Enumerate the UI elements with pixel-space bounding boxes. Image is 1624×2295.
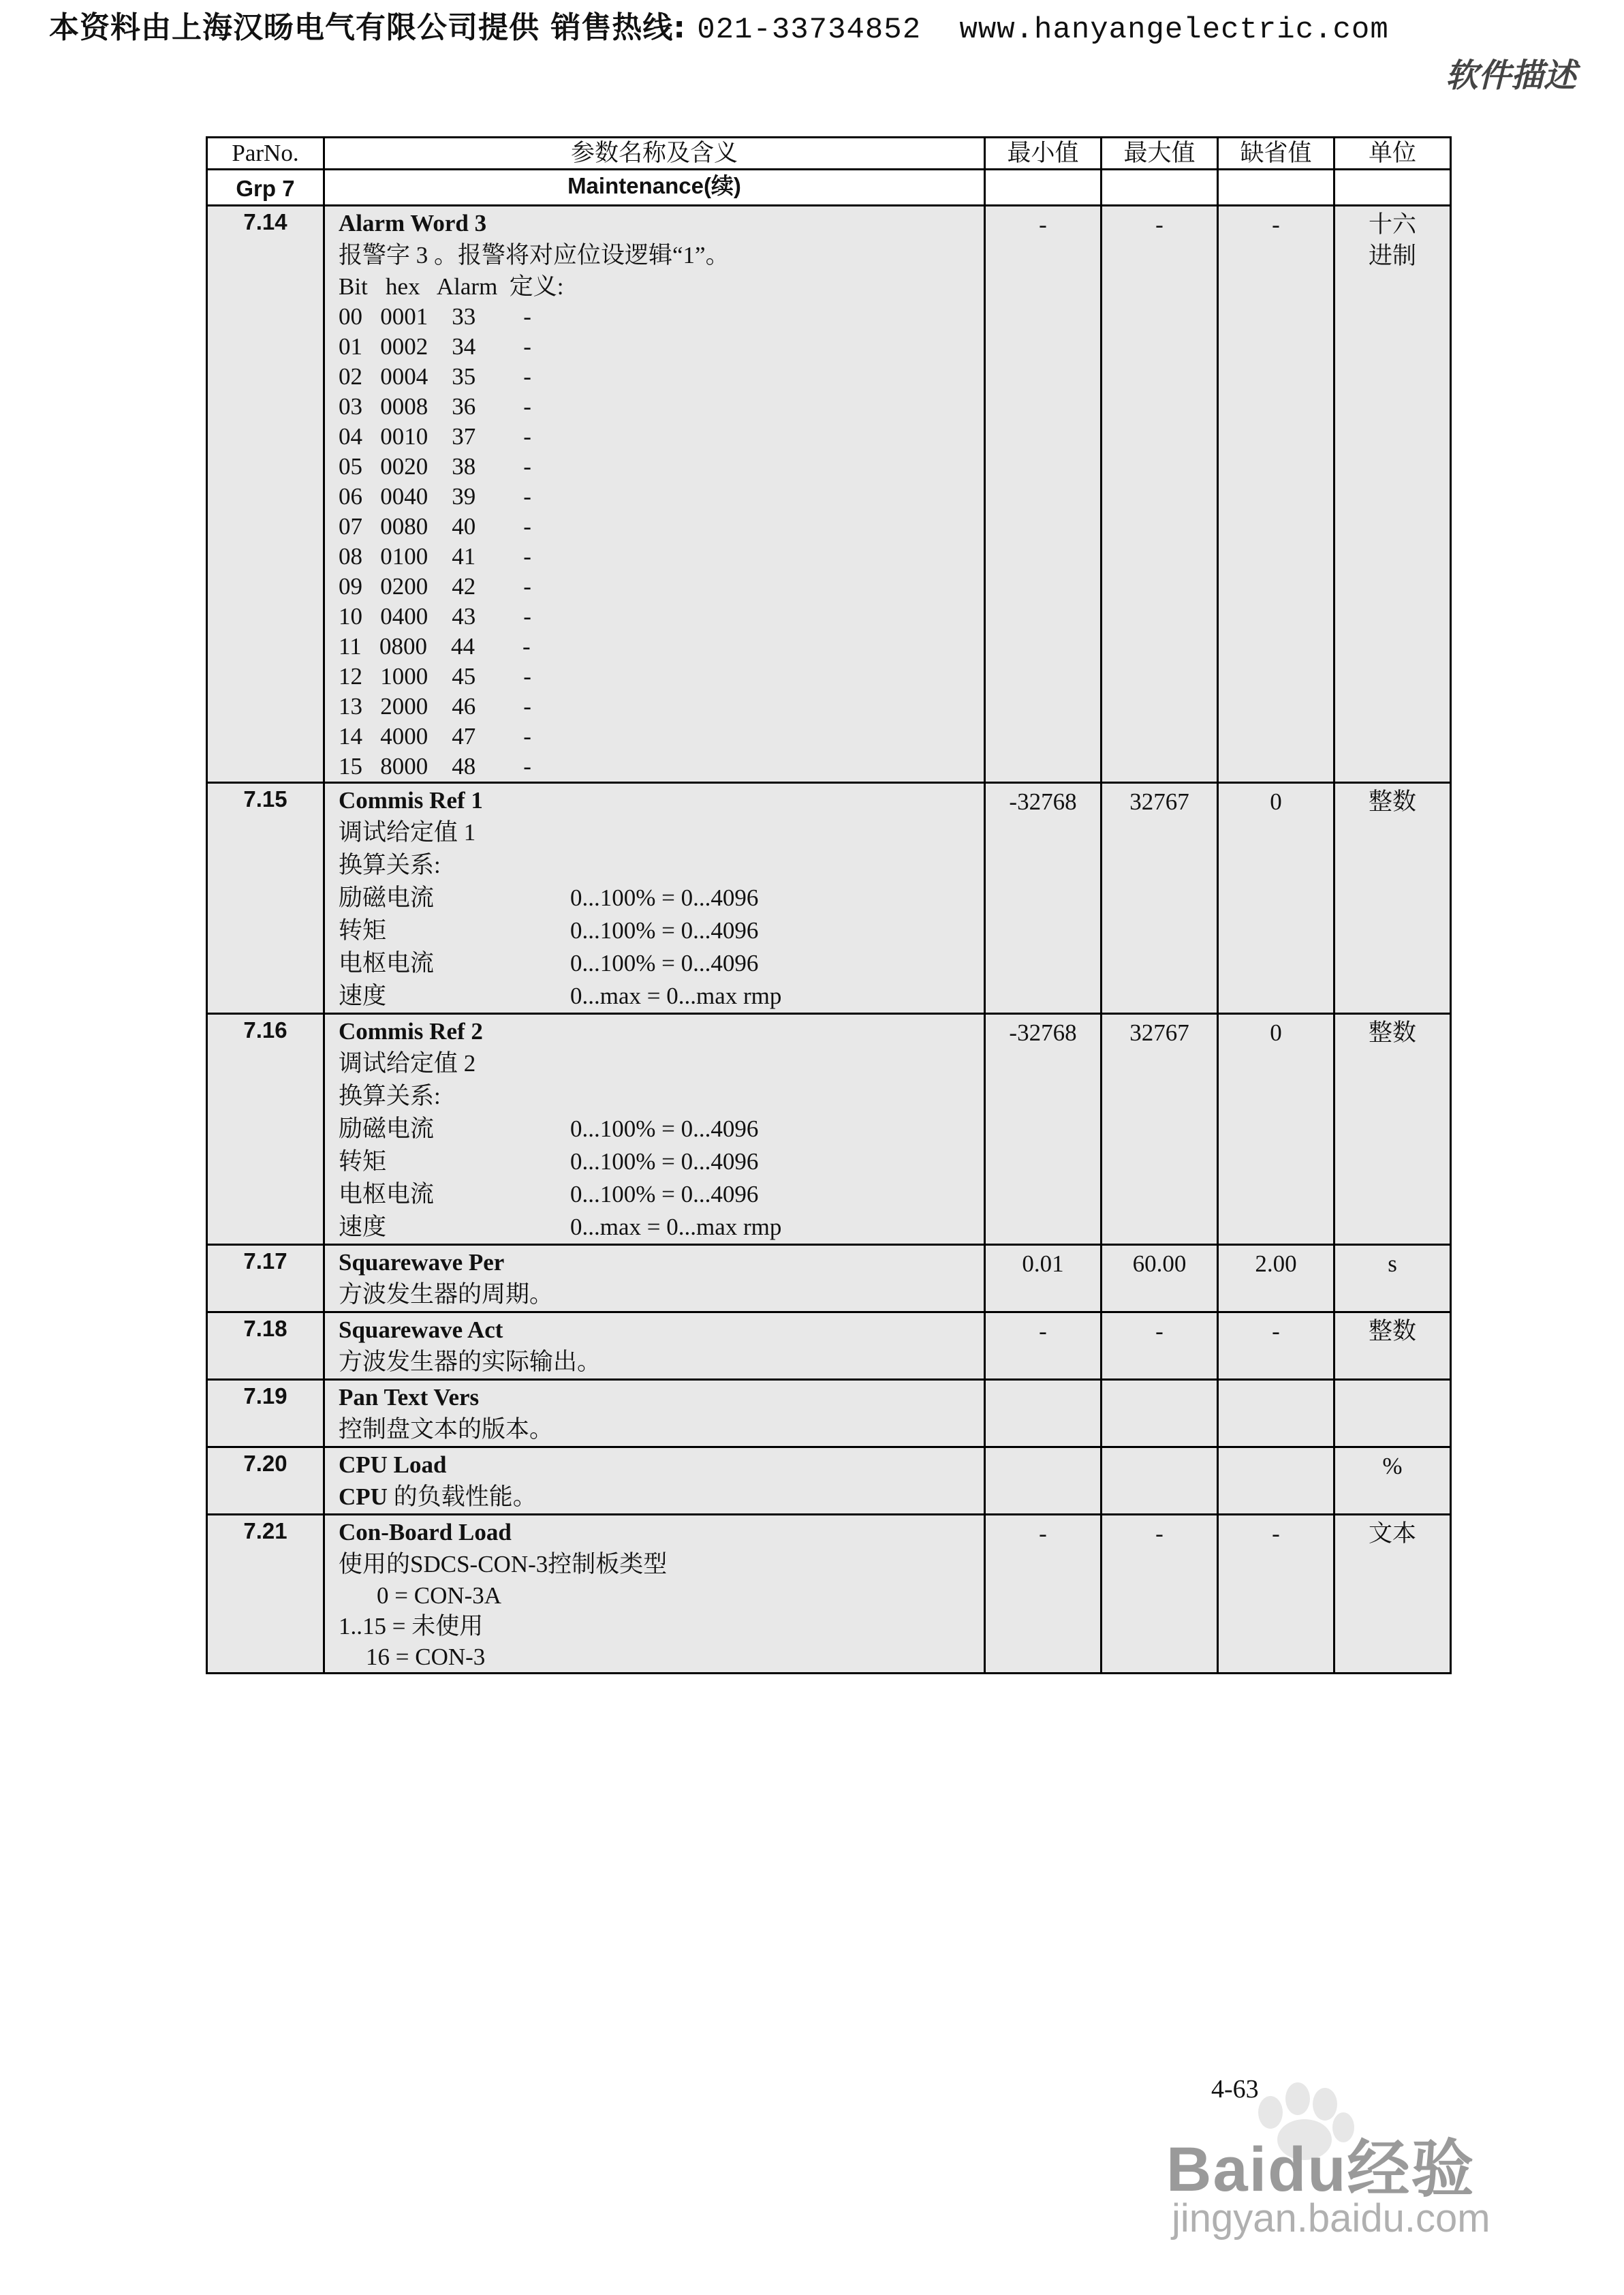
par-desc xyxy=(324,783,985,1014)
header-source-line xyxy=(49,3,1389,47)
par-name: Commis Ref 2 xyxy=(339,1018,483,1045)
par-name: Pan Text Vers xyxy=(339,1384,480,1411)
col-max: 最大值 xyxy=(1102,138,1218,170)
par-default: 0 xyxy=(1218,1014,1334,1245)
par-unit: s xyxy=(1334,1245,1451,1312)
col-parno: ParNo. xyxy=(207,138,324,170)
par-default xyxy=(1218,1380,1334,1447)
par-default: - xyxy=(1218,1312,1334,1380)
conv-val: 0...100% = 0...4096 xyxy=(570,1115,759,1142)
bit-row: 02 0004 35 - xyxy=(339,363,531,390)
par-default: - xyxy=(1218,206,1334,783)
par-min: -32768 xyxy=(985,783,1102,1014)
par-text: 的负载性能。 xyxy=(387,1483,537,1510)
par-text: 调试给定值 1 xyxy=(339,819,476,846)
par-text: 方波发生器的周期。 xyxy=(339,1281,554,1308)
conv-pair xyxy=(339,980,781,1013)
conv-key: 电枢电流 xyxy=(339,1181,435,1207)
bit-row: 00 0001 33 - xyxy=(339,303,531,330)
par-max: - xyxy=(1102,206,1218,783)
conv-key: 转矩 xyxy=(339,917,387,944)
table-header-row xyxy=(207,138,1451,170)
col-default: 缺省值 xyxy=(1218,138,1334,170)
col-unit: 单位 xyxy=(1334,138,1451,170)
bit-row: 12 1000 45 - xyxy=(339,663,531,690)
par-unit: 文本 xyxy=(1334,1515,1451,1674)
par-name: Squarewave Per xyxy=(339,1249,505,1276)
par-no: 7.21 xyxy=(207,1515,324,1674)
bit-row: 04 0010 37 - xyxy=(339,423,531,450)
table-row xyxy=(207,1447,1451,1515)
option-line: 16 = CON-3 xyxy=(366,1644,486,1670)
par-max: 32767 xyxy=(1102,783,1218,1014)
bit-row: 07 0080 40 - xyxy=(339,513,531,540)
par-min: - xyxy=(985,1515,1102,1674)
bit-row: 11 0800 44 - xyxy=(339,633,531,660)
conv-key: 励磁电流 xyxy=(339,884,435,911)
par-unit: 整数 xyxy=(1334,783,1451,1014)
table-row xyxy=(207,783,1451,1014)
par-text-line xyxy=(339,1481,984,1513)
par-name: Squarewave Act xyxy=(339,1316,503,1343)
par-text: 方波发生器的实际输出。 xyxy=(339,1349,602,1375)
par-name: Commis Ref 1 xyxy=(339,787,483,814)
table-row xyxy=(207,1312,1451,1380)
bit-row: 15 8000 48 - xyxy=(339,753,531,780)
conv-key: 速度 xyxy=(339,1214,387,1240)
bit-row: 14 4000 47 - xyxy=(339,723,531,750)
par-desc xyxy=(324,1447,985,1515)
option-line: 1..15 = 未使用 xyxy=(339,1613,484,1639)
conv-key: 励磁电流 xyxy=(339,1115,435,1142)
par-unit: % xyxy=(1334,1447,1451,1515)
par-max: - xyxy=(1102,1312,1218,1380)
par-min: - xyxy=(985,206,1102,783)
par-name: Con-Board Load xyxy=(339,1519,512,1545)
conv-pair xyxy=(339,882,758,914)
conv-pair xyxy=(339,1113,758,1145)
conv-pair xyxy=(339,1178,758,1211)
conv-key: 电枢电流 xyxy=(339,950,435,976)
par-unit xyxy=(1334,1380,1451,1447)
conv-pair xyxy=(339,914,758,947)
par-text: 调试给定值 2 xyxy=(339,1050,476,1077)
watermark-brand: Baidu经验 xyxy=(1166,2135,1475,2204)
par-desc xyxy=(324,1014,985,1245)
section-title: 软件描述 xyxy=(1445,57,1576,95)
par-conv: 换算关系: xyxy=(339,852,441,878)
header-url: www.hanyangelectric.com xyxy=(959,13,1389,47)
conv-val: 0...max = 0...max rmp xyxy=(570,1214,782,1240)
par-min: 0.01 xyxy=(985,1245,1102,1312)
par-no: 7.16 xyxy=(207,1014,324,1245)
conv-val: 0...100% = 0...4096 xyxy=(570,1148,759,1175)
watermark-url: jingyan.baidu.com xyxy=(1172,2196,1490,2240)
col-min: 最小值 xyxy=(985,138,1102,170)
table-row xyxy=(207,1245,1451,1312)
bit-row: 08 0100 41 - xyxy=(339,543,531,570)
par-no: 7.18 xyxy=(207,1312,324,1380)
par-min xyxy=(985,1380,1102,1447)
bit-row: 13 2000 46 - xyxy=(339,693,531,720)
bit-list xyxy=(339,302,984,782)
par-default: - xyxy=(1218,1515,1334,1674)
par-max xyxy=(1102,1447,1218,1515)
par-name: Alarm Word 3 xyxy=(339,210,487,236)
conv-pair xyxy=(339,1145,758,1178)
par-min: -32768 xyxy=(985,1014,1102,1245)
par-min: - xyxy=(985,1312,1102,1380)
par-no: 7.19 xyxy=(207,1380,324,1447)
par-unit: 整数 xyxy=(1334,1312,1451,1380)
table-row xyxy=(207,1380,1451,1447)
par-unit: 整数 xyxy=(1334,1014,1451,1245)
par-no: 7.17 xyxy=(207,1245,324,1312)
bit-row: 01 0002 34 - xyxy=(339,333,531,360)
par-no: 7.20 xyxy=(207,1447,324,1515)
bit-header: Bit hex Alarm 定义: xyxy=(339,273,564,300)
par-default: 0 xyxy=(1218,783,1334,1014)
par-max xyxy=(1102,1380,1218,1447)
bit-row: 03 0008 36 - xyxy=(339,393,531,420)
par-desc xyxy=(324,206,985,783)
bit-row: 09 0200 42 - xyxy=(339,573,531,600)
conv-key: 转矩 xyxy=(339,1148,387,1175)
par-max: 60.00 xyxy=(1102,1245,1218,1312)
par-no: 7.14 xyxy=(207,206,324,783)
group-id: Grp 7 xyxy=(207,170,324,206)
conv-val: 0...100% = 0...4096 xyxy=(570,917,759,944)
page-header xyxy=(0,0,1624,51)
conv-pair xyxy=(339,947,758,980)
bit-row: 05 0020 38 - xyxy=(339,453,531,480)
par-min xyxy=(985,1447,1102,1515)
par-text: 控制盘文本的版本。 xyxy=(339,1416,554,1443)
par-desc xyxy=(324,1380,985,1447)
group-name: Maintenance(续) xyxy=(324,170,985,206)
par-text: 报警字 3 。报警将对应位设逻辑“1”。 xyxy=(339,242,730,268)
option-line: 0 = CON-3A xyxy=(377,1582,502,1609)
conv-val: 0...100% = 0...4096 xyxy=(570,884,759,911)
par-max: - xyxy=(1102,1515,1218,1674)
par-unit xyxy=(1334,206,1451,783)
bit-row: 10 0400 43 - xyxy=(339,603,531,630)
bit-row: 06 0040 39 - xyxy=(339,483,531,510)
header-phone: 021-33734852 xyxy=(697,13,922,47)
par-desc xyxy=(324,1515,985,1674)
conv-key: 速度 xyxy=(339,983,387,1009)
par-text-bold: CPU xyxy=(339,1483,388,1510)
par-desc xyxy=(324,1245,985,1312)
par-default xyxy=(1218,1447,1334,1515)
table-row xyxy=(207,206,1451,783)
par-conv: 换算关系: xyxy=(339,1083,441,1109)
par-default: 2.00 xyxy=(1218,1245,1334,1312)
parameter-table xyxy=(206,136,1452,1674)
header-source: 本资料由上海汉旸电气有限公司提供 销售热线: xyxy=(49,10,686,45)
group-row xyxy=(207,170,1451,206)
col-name: 参数名称及含义 xyxy=(324,138,985,170)
table-row xyxy=(207,1515,1451,1674)
par-desc xyxy=(324,1312,985,1380)
conv-pair xyxy=(339,1211,781,1244)
page-number: 4-63 xyxy=(1211,2075,1259,2104)
unit-line: 进制 xyxy=(1368,243,1416,269)
par-name: CPU Load xyxy=(339,1451,447,1478)
par-max: 32767 xyxy=(1102,1014,1218,1245)
conv-val: 0...100% = 0...4096 xyxy=(570,950,759,976)
unit-line: 十六 xyxy=(1368,211,1416,238)
conv-val: 0...max = 0...max rmp xyxy=(570,983,782,1009)
par-no: 7.15 xyxy=(207,783,324,1014)
table-row xyxy=(207,1014,1451,1245)
conv-val: 0...100% = 0...4096 xyxy=(570,1181,759,1207)
par-text: 使用的SDCS-CON-3控制板类型 xyxy=(339,1551,668,1577)
